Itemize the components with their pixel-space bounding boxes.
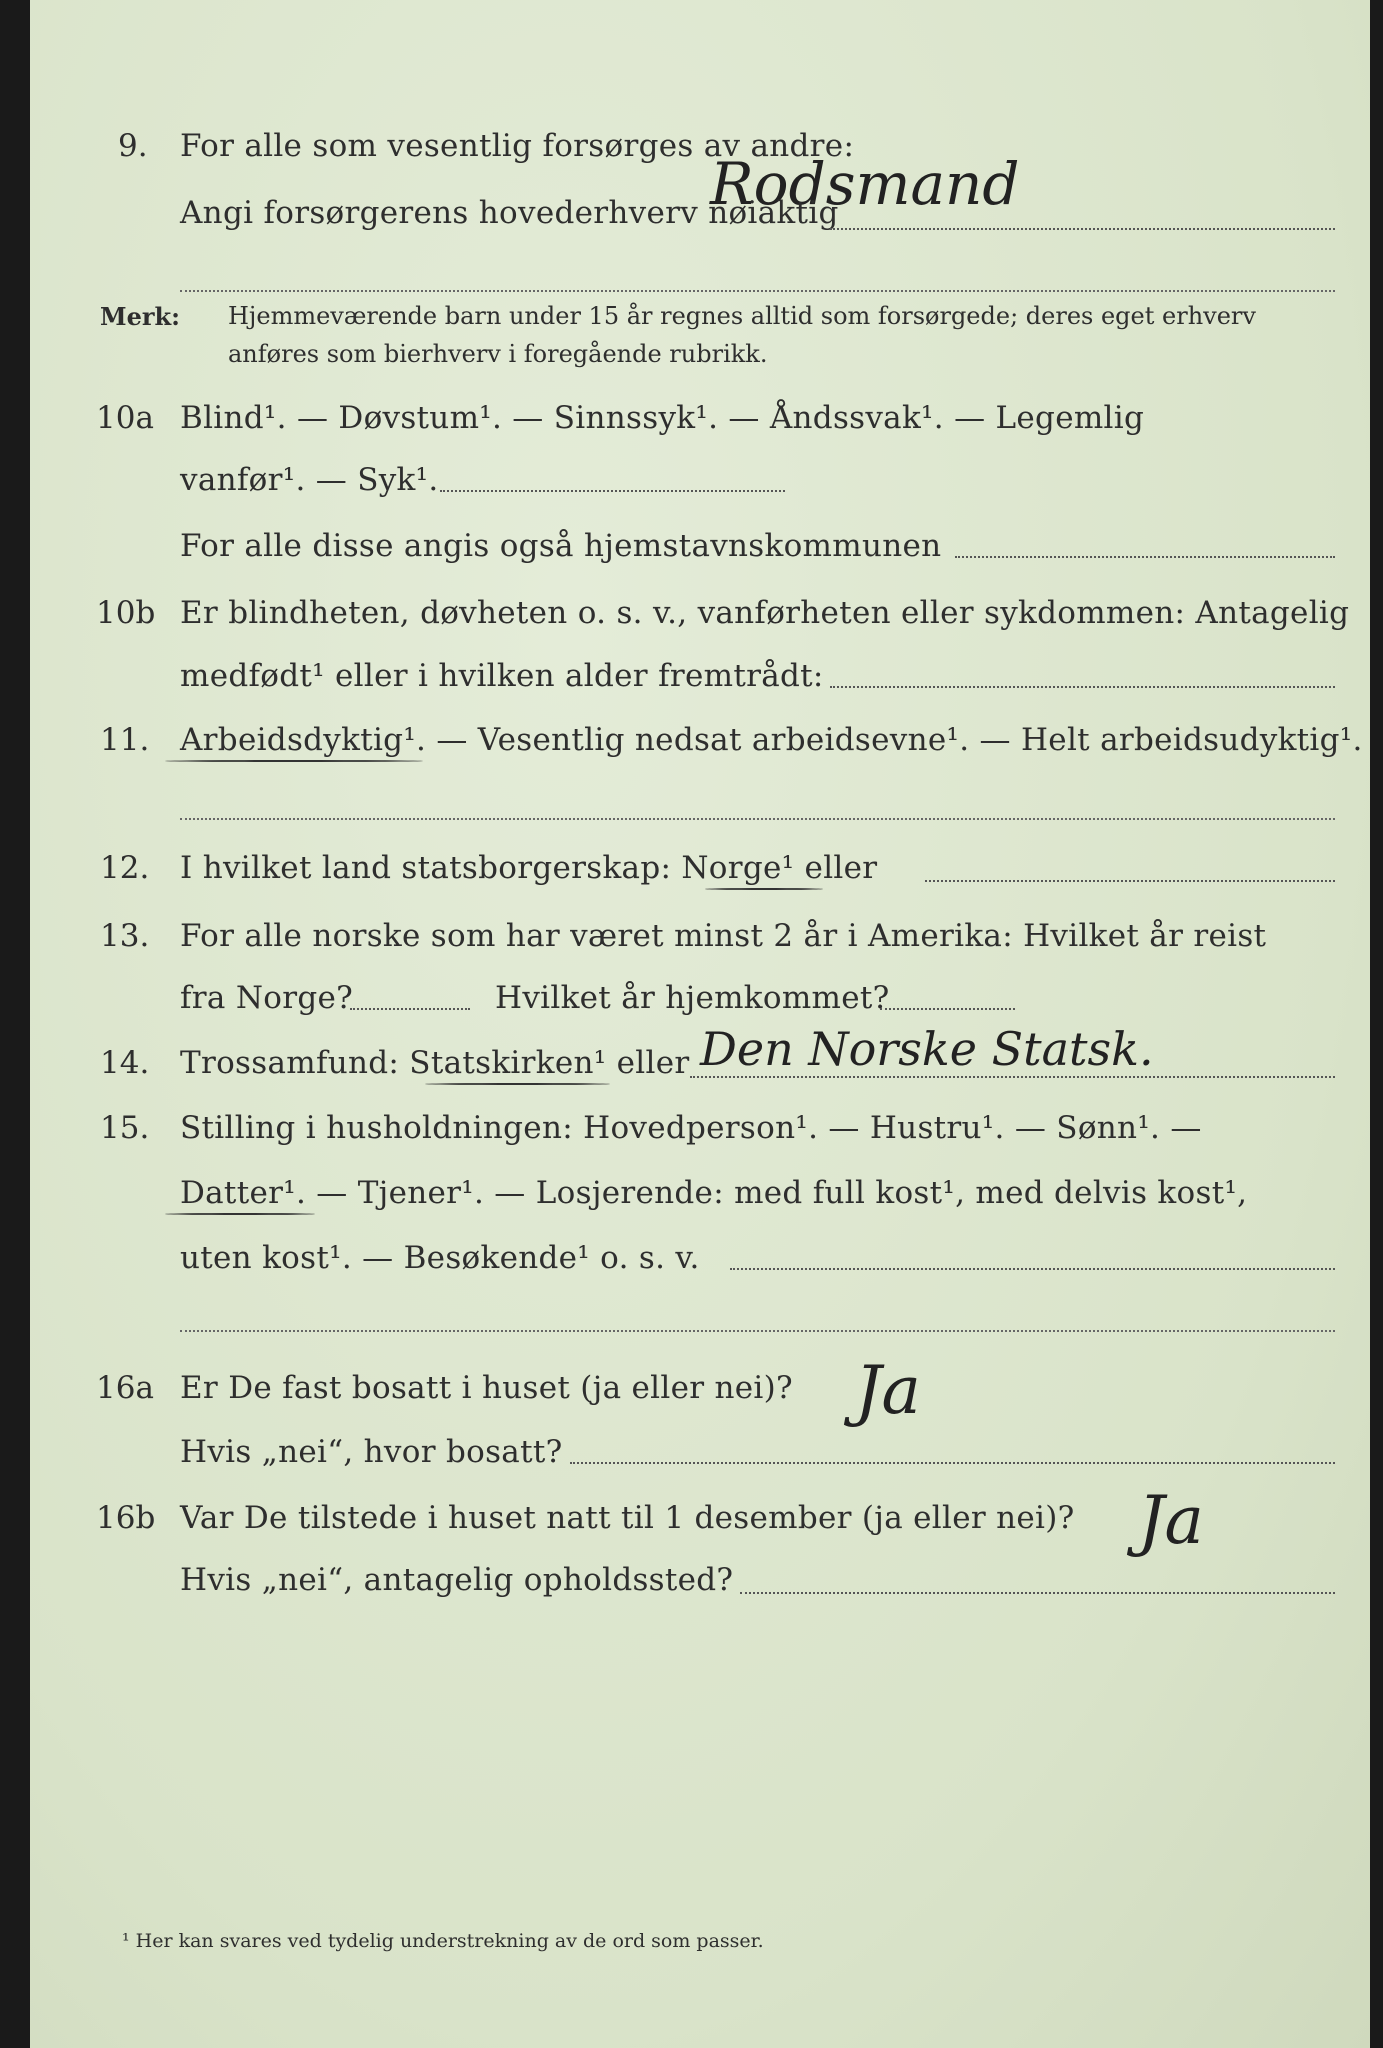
q14-underline-mark [425, 1083, 610, 1085]
q14-line1: Trossamfund: Statskirken¹ eller [180, 1045, 690, 1081]
q12-underline-mark [705, 888, 823, 890]
q14-handwritten-answer: Den Norske Statsk. [700, 1022, 1154, 1076]
q16b-line1: Var De tilstede i huset natt til 1 desember (ja eller nei)? [180, 1500, 1075, 1536]
q15-line2: Datter¹. — Tjener¹. — Losjerende: med full kost¹, med delvis kost¹, [180, 1175, 1248, 1211]
q13-line1: For alle norske som har været minst 2 år i Amerika: Hvilket år reist [180, 918, 1267, 954]
q10a-line3: For alle disse angis også hjemstavnskommunen [180, 528, 942, 564]
merk-line2: anføres som bierhverv i foregående rubrikk. [228, 340, 768, 368]
question-number-13: 13. [100, 918, 150, 954]
q15-underline-mark [165, 1213, 315, 1215]
footnote: ¹ Her kan svares ved tydelig understrekning av de ord som passer. [122, 1930, 764, 1952]
q12-line1: I hvilket land statsborgerskap: Norge¹ eller [180, 850, 878, 886]
q16a-line2: Hvis „nei“, hvor bosatt? [180, 1434, 563, 1470]
q11-line1: Arbeidsdyktig¹. — Vesentlig nedsat arbeidsevne¹. — Helt arbeidsudyktig¹. [180, 722, 1363, 758]
question-number-16b: 16b [96, 1500, 156, 1536]
question-number-11: 11. [100, 722, 150, 758]
census-form-page [30, 0, 1370, 2048]
q9-handwritten-answer: Rodsmand [710, 150, 1020, 218]
q15-line1: Stilling i husholdningen: Hovedperson¹. — Hustru¹. — Sønn¹. — [180, 1110, 1202, 1146]
question-number-9: 9. [118, 128, 148, 164]
q10a-line1: Blind¹. — Døvstum¹. — Sinnssyk¹. — Åndssvak¹. — Legemlig [180, 400, 1145, 436]
question-number-10a: 10a [96, 400, 154, 436]
q16b-line2: Hvis „nei“, antagelig opholdssted? [180, 1562, 734, 1598]
q16b-handwritten-answer: Ja [1138, 1482, 1204, 1559]
question-number-12: 12. [100, 850, 150, 886]
q9-line1: For alle som vesentlig forsørges av andre: [180, 128, 855, 164]
question-number-10b: 10b [96, 595, 156, 631]
q13-line2a: fra Norge? [180, 980, 354, 1016]
q10b-line2: medfødt¹ eller i hvilken alder fremtrådt: [180, 658, 824, 694]
q16a-line1: Er De fast bosatt i huset (ja eller nei)? [180, 1370, 793, 1406]
q15-line3: uten kost¹. — Besøkende¹ o. s. v. [180, 1240, 700, 1276]
merk-line1: Hjemmeværende barn under 15 år regnes alltid som forsørgede; deres eget erhverv [228, 302, 1256, 330]
q11-underline-mark [165, 760, 423, 762]
q9-line2: Angi forsørgerens hovederhverv nøiaktig [180, 195, 839, 231]
q13-line2b: Hvilket år hjemkommet? [495, 980, 890, 1016]
question-number-16a: 16a [96, 1370, 154, 1406]
question-number-15: 15. [100, 1110, 150, 1146]
q16a-handwritten-answer: Ja [855, 1352, 921, 1429]
merk-label: Merk: [100, 302, 180, 331]
q10b-line1: Er blindheten, døvheten o. s. v., vanførheten eller sykdommen: Antagelig [180, 595, 1350, 631]
q10a-line2: vanfør¹. — Syk¹. [180, 462, 439, 498]
question-number-14: 14. [100, 1045, 150, 1081]
